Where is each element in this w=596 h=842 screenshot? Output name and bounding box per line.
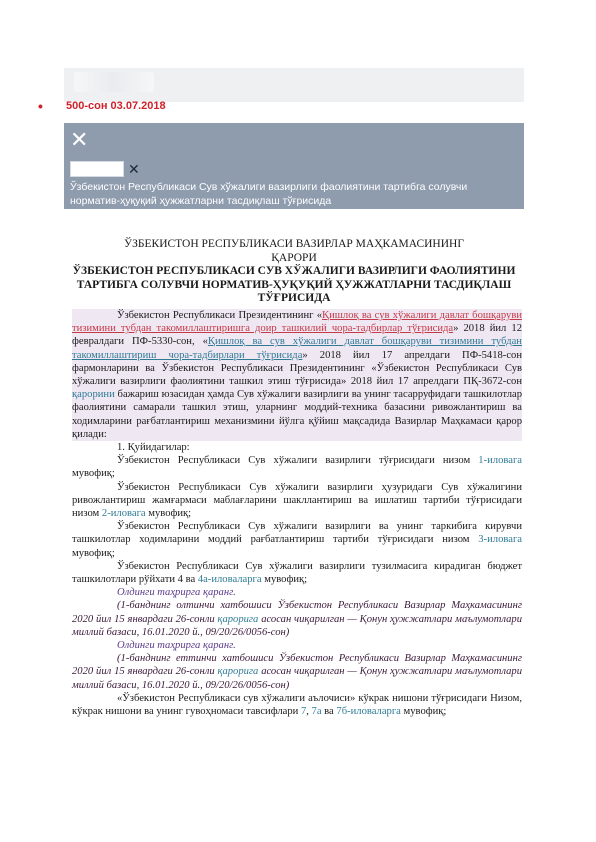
text: Ўзбекистон Республикаси Сув хўжалиги вазирлиги тузилмасига кирадиган бюджет ташкилотлари рўйхати 4 ва xyxy=(72,560,522,586)
text: мувофиқ; xyxy=(145,508,192,520)
clause-item xyxy=(72,560,522,586)
resolution-26-link[interactable]: қарорига xyxy=(217,666,259,678)
text: » 2018 йил 17 апрелдаги ПФ-5418-сон фармонларини ва Ўзбекистон Республикаси Президентининг «Ўзбекистон Республикаси Сув хўжалиги вазирлиги фаолиятини ташкил этиш тўғрисида» 2018 йил 17 апрелдаги ПҚ-3672-сон xyxy=(72,349,522,388)
decree-link-pf5418[interactable]: Қишлоқ ва сув хўжалиги давлат бошқаруви тизимини тубдан такомиллаштириш чора-тадбирлари тўғрисида xyxy=(72,336,522,361)
text: мувофиқ; xyxy=(72,547,115,559)
text: мувофиқ; xyxy=(400,706,447,718)
clause-1-intro: 1. Қуйидагилар: xyxy=(117,442,190,454)
decree-number-line[interactable] xyxy=(38,98,166,114)
site-logo-blur xyxy=(74,72,154,92)
text: бажариш юзасидан ҳамда Сув хўжалиги вазирлиги ва унинг тасарруфидаги ташкилотлар фаолиятини самарали ташкил этиш, уларнинг моддий-техника базасини ривожлантириш ва ходимларини рағбатлантириш механизмини йўлга қўйиш мақсадида Вазирлар Маҳкамаси қарор қилади: xyxy=(72,389,522,440)
clause-item xyxy=(72,692,522,718)
text: мувофиқ; xyxy=(261,574,308,586)
text: мувофиқ; xyxy=(72,468,115,480)
previous-edition-text[interactable]: Олдинги таҳрирга қаранг. xyxy=(117,640,236,652)
annex-2-link[interactable]: 2-иловага xyxy=(101,508,146,520)
previous-edition-link[interactable] xyxy=(72,639,522,652)
decree-link-pf5330[interactable]: Қишлоқ ва сув хўжалиги давлат бошқаруви тизимини тубдан такомиллаштиришга доир ташкилий чора-тадбирлар тўғрисида xyxy=(72,310,522,335)
document-heading xyxy=(64,238,524,306)
decree-number[interactable]: 500-сон 03.07.2018 xyxy=(66,100,166,112)
text: (1-банднинг еттинчи хатбошиси Ўзбекистон Республикаси Вазирлар Маҳкамасининг 2020 йил 15 январдаги 26-сонли xyxy=(72,653,522,678)
text: (1-банднинг олтинчи хатбошиси Ўзбекистон Республикаси Вазирлар Маҳкамасининг 2020 йил 15 январдаги 26-сонли xyxy=(72,600,522,625)
text: «Ўзбекистон Республикаси сув хўжалиги аълочиси» кўкрак нишони тўғрисидаги Низом, кўкрак нишони ва унинг гувоҳномаси тавсифлари xyxy=(72,692,522,718)
annex-4a-link[interactable]: 4а-иловаларга xyxy=(197,574,262,586)
search-dialog xyxy=(64,123,524,209)
previous-edition-link[interactable] xyxy=(72,586,522,599)
annex-7b-link[interactable]: 7б-иловаларга xyxy=(336,706,401,718)
text: Ўзбекистон Республикаси Президентининг « xyxy=(117,310,323,321)
clause-item xyxy=(72,520,522,560)
text: , xyxy=(306,706,312,718)
clause-item xyxy=(72,481,522,521)
text: Ўзбекистон Республикаси Сув хўжалиги вазирлиги ва унинг таркибига кирувчи ташкилотлар ходимларини моддий рағбатлантириш тартиби тўғрисидаги низом xyxy=(72,521,522,546)
clause-item xyxy=(72,454,522,480)
amendment-note xyxy=(72,599,522,639)
heading-line-1: ЎЗБЕКИСТОН РЕСПУБЛИКАСИ ВАЗИРЛАР МАҲКАМАСИНИНГ xyxy=(124,238,464,250)
text: асосан чиқарилган — Қонун ҳужжатлари маълумотлари миллий базаси, 16.01.2020 й., 09/20/26/0056-сон) xyxy=(72,613,523,638)
text: Ўзбекистон Республикаси Сув хўжалиги вазирлиги ҳузуридаги Сув хўжалигини ривожлантириш жамғармаси маблағларини шакллантириш ва ишлатиш тартиби тўғрисидаги низом xyxy=(72,481,522,520)
document-title: ЎЗБЕКИСТОН РЕСПУБЛИКАСИ СУВ ХЎЖАЛИГИ ВАЗИРЛИГИ ФАОЛИЯТИНИ ТАРТИБГА СОЛУВЧИ НОРМАТИВ-ҲУҚУҚИЙ ҲУЖЖАТЛАРНИ ТАСДИҚЛАШ ТЎҒРИСИДА xyxy=(72,265,516,304)
amendment-note xyxy=(72,652,522,692)
bullet-icon: • xyxy=(38,98,43,114)
annex-7a-link[interactable]: 7а xyxy=(311,706,322,718)
text: Ўзбекистон Республикаси Сув хўжалиги вазирлиги тўғрисидаги низом xyxy=(117,455,479,467)
text: ва xyxy=(321,706,337,718)
heading-line-2: ҚАРОРИ xyxy=(271,251,317,264)
search-input[interactable] xyxy=(70,161,124,177)
annex-1-link[interactable]: 1-иловага xyxy=(478,455,522,467)
preamble-paragraph xyxy=(72,309,522,441)
resolution-link-pk3672[interactable]: қарорини xyxy=(72,389,115,401)
close-icon[interactable]: ✕ xyxy=(70,127,89,152)
resolution-26-link[interactable]: қарорига xyxy=(217,613,259,625)
annex-3-link[interactable]: 3-иловага xyxy=(478,534,522,546)
dialog-title: Ўзбекистон Республикаси Сув хўжалиги вазирлиги фаолиятини тартибга солувчи норматив-ҳуқуқий ҳужжатларни тасдиқлаш тўғрисида xyxy=(70,181,468,207)
document-body xyxy=(72,309,522,718)
clear-search-icon[interactable]: ✕ xyxy=(128,161,140,177)
previous-edition-text[interactable]: Олдинги таҳрирга қаранг. xyxy=(117,587,236,599)
text: » 2018 йил 12 февралдаги ПФ-5330-сон, « xyxy=(72,323,522,348)
text: асосан чиқарилган — Қонун ҳужжатлари маълумотлари миллий базаси, 16.01.2020 й., 09/20/26/0056-сон) xyxy=(72,666,523,691)
annex-7-link[interactable]: 7 xyxy=(300,706,307,718)
